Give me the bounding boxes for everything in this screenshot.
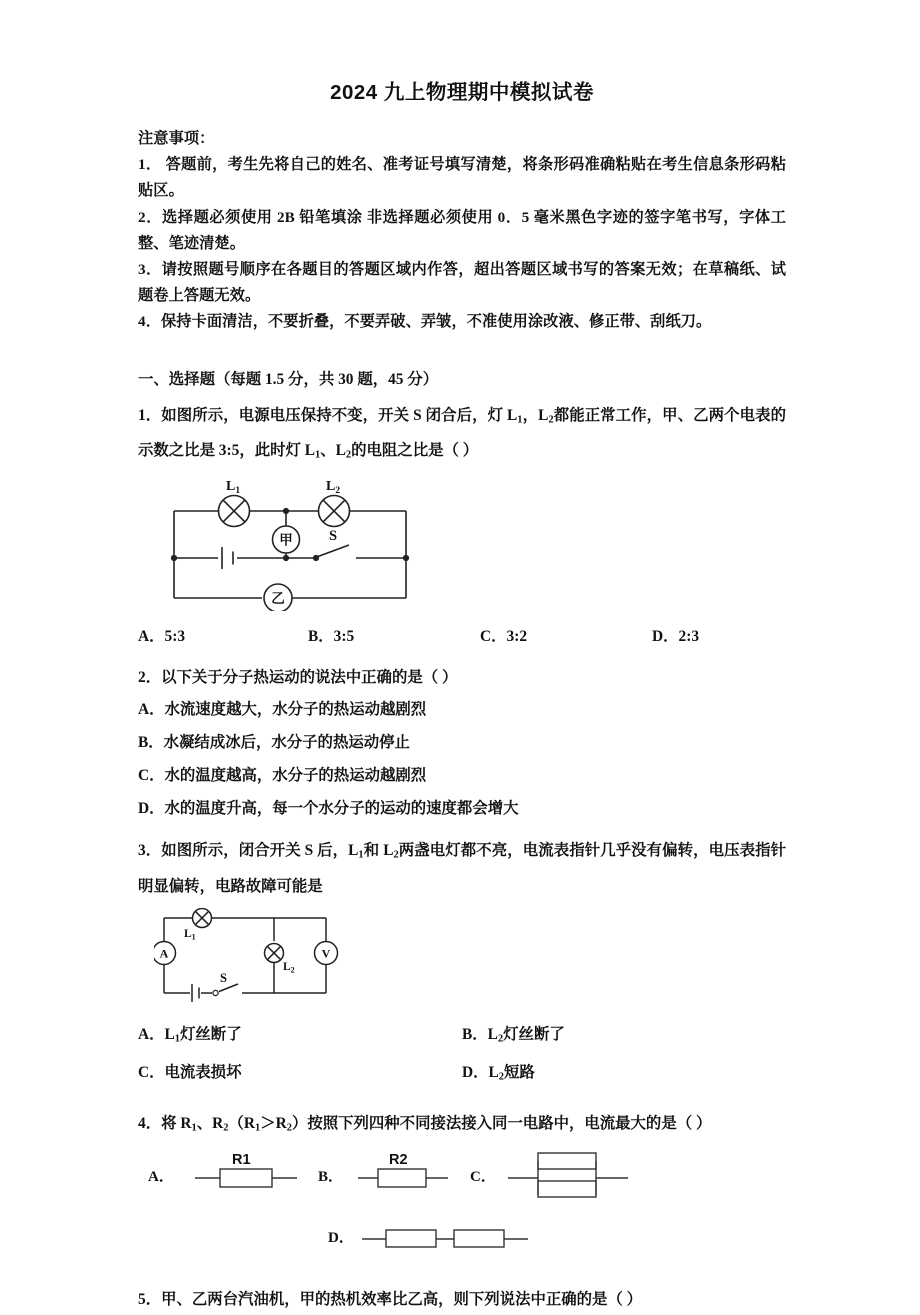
circuit-diagram-1 [166,476,466,611]
notice-heading: 注意事项： [138,130,215,147]
q1-text-e: 的电阻之比是（ ） [351,441,479,459]
q2-option-a[interactable]: A．水流速度越大，水分子的热运动越剧烈 [138,701,427,719]
figure-question-3 [154,908,786,1006]
q3-option-a-sub: 1 [174,1032,181,1044]
q3-option-a[interactable] [138,1018,462,1056]
label-lamp-L1-fig2: $L_1$ [184,927,196,942]
q4-resistor-b [358,1169,448,1187]
q3-option-b-sub: 2 [497,1032,504,1044]
q4-text-d: ＞R [260,1115,287,1133]
q1-option-b[interactable]: B．3:5 [308,628,355,646]
notice-item-3: 3．请按照题号顺序在各题目的答题区域内作答，超出答题区域书写的答案无效；在草稿纸、试题卷上答题无效。 [138,261,786,305]
q2-option-b[interactable]: B．水凝结成冰后，水分子的热运动停止 [138,734,410,752]
q1-sub-b: 2 [548,413,554,425]
question-2 [138,662,786,825]
q3-sub-a: 1 [358,849,364,861]
page-content [138,0,786,1315]
question-1-options [138,621,786,652]
q3-option-a-label: A．L [138,1025,175,1043]
q3-option-c-label: C．电流表损坏 [138,1063,242,1081]
spacer [138,611,786,621]
label-switch-S-fig2: S [220,970,227,985]
q3-text-c: 两盏电灯都不亮，电流表指针几乎没有偏转，电压表指针明显偏转，电路故障可能是 [138,842,786,895]
label-lamp-L2: $L_2$ [326,479,341,497]
notice-item-1: 1． 答题前，考生先将自己的姓名、准考证号填写清楚，将条形码准确粘贴在考生信息条形码粘贴区。 [138,156,786,200]
q3-sub-b: 2 [393,849,399,861]
q4-sub-b: 2 [223,1122,229,1134]
q1-option-a[interactable]: A．5:3 [138,628,186,646]
q2-option-c[interactable]: C．水的温度越高，水分子的热运动越剧烈 [138,767,427,785]
label-meter-jia: 甲 [279,532,293,548]
q4-sub-d: 2 [286,1122,292,1134]
q4-resistor-c-parallel [508,1153,628,1197]
question-4-stem [138,1108,786,1143]
q4-option-b-letter[interactable]: B． [318,1169,344,1186]
q4-text-c: （R [228,1115,255,1133]
q1-sub-a: 1 [517,413,523,425]
q1-sub-c: 1 [315,449,321,461]
spacer [138,1006,786,1018]
label-voltmeter: V [321,946,331,961]
q1-text-d: 、L [320,441,346,459]
q3-option-d-sub: 2 [498,1071,505,1083]
label-meter-yi: 乙 [271,591,285,607]
notice-item-2: 2．选择题必须使用 2B 铅笔填涂 非选择题必须使用 0．5 毫米黑色字迹的签字笔书写，字体工整、笔迹清楚。 [138,208,786,252]
q4-text-b: 、R [196,1115,224,1133]
question-5 [138,1284,786,1315]
q3-option-b[interactable] [462,1018,786,1056]
q4-resistor-d-series [362,1230,528,1247]
q4-resistor-b-label: R2 [389,1152,408,1169]
q2-option-d[interactable]: D．水的温度升高，每一个水分子的运动的速度都会增大 [138,800,519,818]
question-1-stem [138,400,786,471]
q3-option-b-label: B．L [462,1025,498,1043]
q1-sub-d: 2 [345,449,352,461]
q1-option-c[interactable]: C．3:2 [480,628,528,646]
q4-sub-a: 1 [191,1122,197,1134]
q3-option-c[interactable] [138,1056,462,1094]
q3-option-b-rest: 灯丝断了 [503,1025,565,1043]
question-1 [138,400,786,653]
label-switch-S: S [329,528,338,545]
q1-option-d[interactable]: D．2:3 [652,628,700,646]
page-title: 2024 九上物理期中模拟试卷 [330,81,594,104]
question-3 [138,835,786,1094]
question-5-stem: 5．甲、乙两台汽油机，甲的热机效率比乙高，则下列说法中正确的是（ ） [138,1291,643,1309]
label-ammeter: A [159,946,169,961]
notice-block [138,126,786,336]
q4-text-e: ）按照下列四种不同接法接入同一电路中，电流最大的是（ ） [291,1115,712,1133]
label-lamp-L2-fig2: $L_2$ [283,960,295,975]
figure-question-4 [140,1147,786,1262]
q1-text-c: 都能正常工作，甲、乙两个电表的示数之比是 3:5，此时灯 L [138,406,786,459]
question-4 [138,1108,786,1262]
q4-resistor-a-label: R1 [232,1152,251,1169]
q3-text-b: 和 L [363,842,394,860]
section-heading-choice: 一、选择题（每题 1.5 分，共 30 题，45 分） [138,370,439,388]
q1-text-b: ，L [522,406,549,424]
q3-option-a-rest: 灯丝断了 [180,1025,242,1043]
q4-option-c-letter[interactable]: C． [470,1169,496,1186]
question-3-options [138,1018,786,1095]
notice-item-4: 4．保持卡面清洁，不要折叠，不要弄破、弄皱，不准使用涂改液、修正带、刮纸刀。 [138,313,712,331]
q3-option-d-rest: 短路 [504,1063,535,1081]
resistor-options-diagram [140,1147,770,1262]
q1-text-a: 1．如图所示，电源电压保持不变，开关 S 闭合后，灯 L [138,406,518,424]
q4-sub-c: 1 [254,1122,261,1134]
q4-option-d-letter[interactable]: D． [328,1230,354,1247]
q4-option-a-letter[interactable]: A． [148,1169,174,1186]
circuit-diagram-2 [154,908,384,1006]
question-2-stem: 2．以下关于分子热运动的说法中正确的是（ ） [138,669,458,687]
label-lamp-L1: $L_1$ [226,479,241,497]
question-2-options [138,693,786,825]
question-3-stem [138,835,786,901]
q4-text-a: 4．将 R [138,1115,192,1133]
q3-option-d-label: D．L [462,1063,499,1081]
q3-option-d[interactable] [462,1056,786,1094]
q4-resistor-a [195,1169,297,1187]
q3-text-a: 3．如图所示，闭合开关 S 后，L [138,842,359,860]
figure-question-1 [166,476,786,611]
